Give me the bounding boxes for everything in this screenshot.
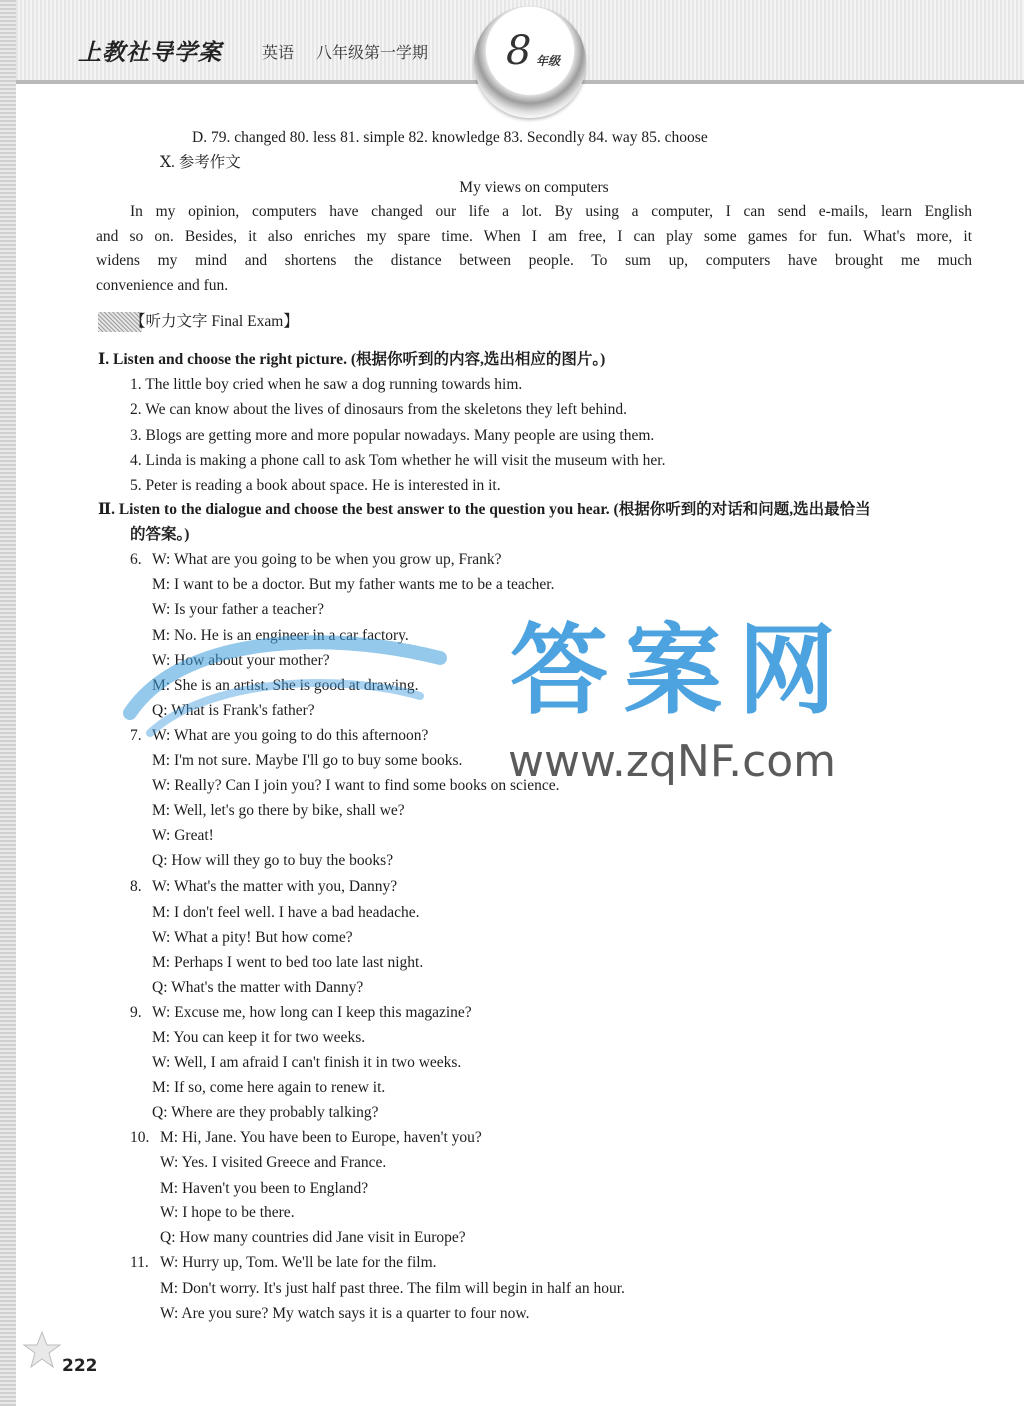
watermark-url: www.zqNF.com xyxy=(508,736,837,787)
watermark-swoosh-icon xyxy=(120,618,450,748)
dialogue-line: Q: How will they go to buy the books? xyxy=(152,852,394,869)
dialogue-line: W: What are you going to be when you grow up, Frank? xyxy=(152,551,502,568)
dialogue-number: 11. xyxy=(130,1254,149,1271)
dialogue-number: 6. xyxy=(130,551,142,568)
dialogue-number: 9. xyxy=(130,1004,142,1021)
part1-item: 4. Linda is making a phone call to ask Tom whether he will visit the museum with her. xyxy=(130,452,666,469)
dialogue-line: M: I don't feel well. I have a bad headache. xyxy=(152,904,420,921)
star-decoration-icon xyxy=(22,1330,62,1370)
dialogue-line: M: Hi, Jane. You have been to Europe, haven't you? xyxy=(160,1129,482,1146)
watermark-text: 答案网 xyxy=(510,614,853,728)
part2-heading: Ⅱ. Listen to the dialogue and choose the best answer to the question you hear. (根据你听到的对话和问题,选出最恰当 xyxy=(98,501,871,518)
part2-heading-cont: 的答案。) xyxy=(130,526,190,543)
header-term: 八年级第一学期 xyxy=(316,43,429,62)
dialogue-line: W: Hurry up, Tom. We'll be late for the film. xyxy=(160,1254,437,1271)
dialogue-number: 10. xyxy=(130,1129,150,1146)
dialogue-line: Q: What's the matter with Danny? xyxy=(152,979,364,996)
essay-title: My views on computers xyxy=(459,179,609,196)
dialogue-line: W: What are you going to do this afternoon? xyxy=(152,727,429,744)
dialogue-line: W: Yes. I visited Greece and France. xyxy=(160,1154,387,1171)
dialogue-line: Q: Where are they probably talking? xyxy=(152,1104,379,1121)
dialogue-line: Q: How many countries did Jane visit in Europe? xyxy=(160,1229,466,1246)
essay-line: and so on. Besides, it also enriches my spare time. When I am free, I can play some games for fun. What's more, it xyxy=(96,228,972,245)
part1-item: 3. Blogs are getting more and more popular nowadays. Many people are using them. xyxy=(130,427,655,444)
dialogue-line: W: Well, I am afraid I can't finish it in two weeks. xyxy=(152,1054,462,1071)
essay-line: convenience and fun. xyxy=(96,277,229,294)
header-subject: 英语 xyxy=(262,43,295,62)
section-x-label: Ⅹ. 参考作文 xyxy=(160,154,241,171)
dialogue-line: W: How about your mother? xyxy=(152,652,330,669)
dialogue-number: 8. xyxy=(130,878,142,895)
dialogue-line: W: Is your father a teacher? xyxy=(152,601,324,618)
dialogue-line: M: I'm not sure. Maybe I'll go to buy some books. xyxy=(152,752,463,769)
dialogue-line: W: I hope to be there. xyxy=(160,1204,295,1221)
part1-item: 5. Peter is reading a book about space. He is interested in it. xyxy=(130,477,501,494)
dialogue-line: W: What's the matter with you, Danny? xyxy=(152,878,398,895)
dialogue-line: Q: What is Frank's father? xyxy=(152,702,315,719)
dialogue-line: W: Are you sure? My watch says it is a quarter to four now. xyxy=(160,1305,530,1322)
dialogue-line: M: She is an artist. She is good at drawing. xyxy=(152,677,419,694)
dialogue-line: W: Excuse me, how long can I keep this magazine? xyxy=(152,1004,472,1021)
part1-item: 2. We can know about the lives of dinosaurs from the skeletons they left behind. xyxy=(130,401,627,418)
dialogue-line: W: Really? Can I join you? I want to find some books on science. xyxy=(152,777,560,794)
page-edge-band xyxy=(0,0,16,1406)
dialogue-line: M: I want to be a doctor. But my father wants me to be a teacher. xyxy=(152,576,555,593)
listening-section-title: 【听力文字 Final Exam】 xyxy=(130,313,299,330)
page-number: 222 xyxy=(62,1356,98,1376)
dialogue-line: M: No. He is an engineer in a car factory. xyxy=(152,627,409,644)
dialogue-line: M: If so, come here again to renew it. xyxy=(152,1079,386,1096)
dialogue-line: W: Great! xyxy=(152,827,214,844)
dialogue-line: W: What a pity! But how come? xyxy=(152,929,353,946)
dialogue-line: M: Well, let's go there by bike, shall we? xyxy=(152,802,405,819)
grade-badge-number: 8 xyxy=(506,28,532,74)
dialogue-line: M: Don't worry. It's just half past three. The film will begin in half an hour. xyxy=(160,1280,625,1297)
dialogue-line: M: Perhaps I went to bed too late last night. xyxy=(152,954,424,971)
part1-item: 1. The little boy cried when he saw a dog running towards him. xyxy=(130,376,523,393)
dialogue-number: 7. xyxy=(130,727,142,744)
dialogue-line: M: Haven't you been to England? xyxy=(160,1180,369,1197)
part1-heading: Ⅰ. Listen and choose the right picture. (根据你听到的内容,选出相应的图片。) xyxy=(98,351,606,368)
series-title: 上教社导学案 xyxy=(78,39,222,66)
grade-badge-word: 年级 xyxy=(536,54,561,68)
dialogue-line: M: You can keep it for two weeks. xyxy=(152,1029,366,1046)
answer-line-d: D. 79. changed 80. less 81. simple 82. knowledge 83. Secondly 84. way 85. choose xyxy=(192,129,708,146)
essay-line: In my opinion, computers have changed our life a lot. By using a computer, I can send e-mails, learn English xyxy=(130,203,972,220)
essay-line: widens my mind and shortens the distance between people. To sum up, computers have brought me much xyxy=(96,252,972,269)
